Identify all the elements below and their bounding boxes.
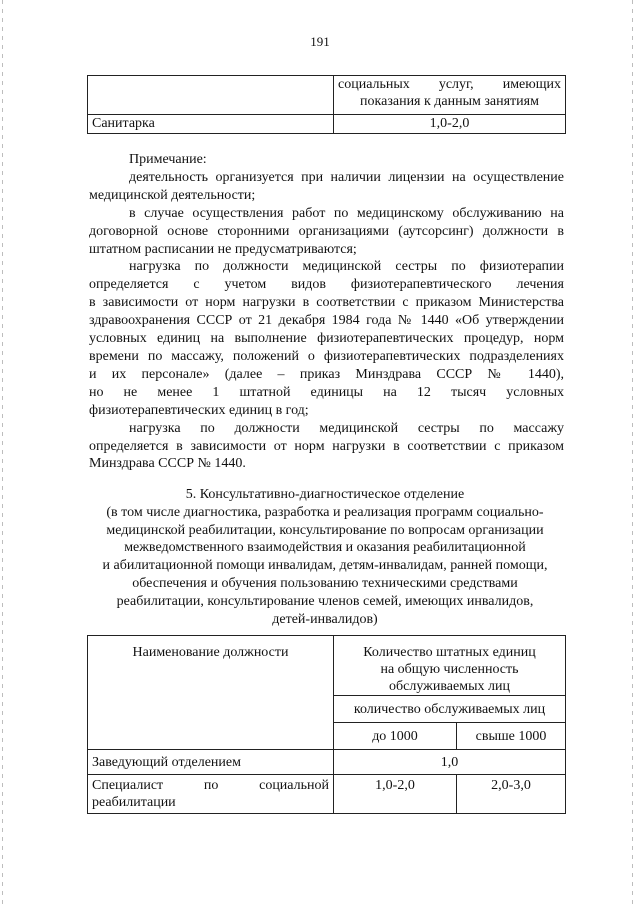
note-line: нагрузка по должности медицинской сестры по физиотерапии [129,259,564,275]
note-line: Минздрава СССР № 1440. [89,456,246,472]
section-subtitle-line: реабилитации, консультирование членов семей, имеющих инвалидов, [116,593,534,609]
notes-block [89,151,564,473]
header-over-1000: свыше 1000 [457,723,566,750]
table-cell [88,76,334,115]
position-value: 1,0-2,0 [334,115,566,134]
note-line: штатном расписании не предусматриваются; [89,241,357,257]
note-line: и их персонале» (далее – приказ Минздрава СССР № 1440), [89,366,564,382]
position-name: Санитарка [88,115,334,134]
section-heading [80,486,570,628]
cell-line: социальных услуг, имеющих [338,77,561,92]
table-row [88,750,566,775]
cell-line: реабилитации [92,795,176,810]
note-line: здравоохранения СССР от 21 декабря 1984 года № 1440 «Об утверждении [89,313,564,329]
section-subtitle-line: медицинской реабилитации, консультирование по вопросам организации [106,522,544,538]
table-header-row [88,636,566,696]
notes-heading: Примечание: [129,152,207,167]
position-value-upto: 1,0-2,0 [334,775,457,814]
header-line: обслуживаемых лиц [389,679,510,694]
header-line: Количество штатных единиц [363,645,536,660]
note-line: медицинской деятельности; [89,187,256,203]
table-row [88,115,566,134]
staff-table [87,635,566,814]
note-line: но не менее 1 штатной единицы на 12 тысяч условных [89,384,564,400]
table-row [88,76,566,115]
section-subtitle-line: межведомственного взаимодействия и оказания реабилитационной [124,540,526,556]
note-line: нагрузка по должности медицинской сестры по массажу [129,420,564,436]
cell-line: Специалист по социальной [92,778,329,793]
position-name: Заведующий отделением [88,750,334,775]
section-subtitle-line: обеспечения и обучения пользованию техническими средствами [132,575,518,591]
header-served-count: количество обслуживаемых лиц [334,696,566,723]
section-subtitle-line: детей-инвалидов) [272,611,378,627]
cell-line: показания к данным занятиям [360,94,539,109]
table-row [88,775,566,814]
staff-table-continued [87,75,566,134]
note-line: в случае осуществления работ по медицинскому обслуживанию на [129,205,564,221]
section-subtitle-line: (в том числе диагностика, разработка и реализация программ социально- [106,504,544,520]
position-name [88,775,334,814]
section-subtitle-line: и абилитационной помощи инвалидам, детям-инвалидам, ранней помощи, [102,558,548,574]
note-line: договорной основе сторонними организациями (аутсорсинг) должности в [89,223,564,239]
note-line: в зависимости от норм нагрузки в соответствии с приказом Министерства [89,295,564,311]
header-line: на общую численность [380,662,519,677]
position-value-over: 2,0-3,0 [457,775,566,814]
note-line: определяется в зависимости от норм нагрузки в соответствии с приказом [89,438,564,454]
note-line: времени по массажу, положений о физиотерапевтических подразделениях [89,348,564,364]
section-title: 5. Консультативно-диагностическое отделение [185,487,465,502]
note-line: деятельность организуется при наличии лицензии на осуществление [129,169,564,185]
left-edge-dots [2,0,3,905]
position-value: 1,0 [334,750,566,775]
right-edge-dots [632,0,633,905]
header-position-name: Наименование должности [88,636,334,750]
header-upto-1000: до 1000 [334,723,457,750]
table-cell [334,76,566,115]
header-quantity [334,636,566,696]
note-line: условных единиц на выполнение физиотерапевтических процедур, норм [89,331,564,347]
note-line: физиотерапевтических единиц в год; [89,402,309,418]
note-line: определяется с учетом видов физиотерапевтического лечения [89,277,564,293]
page-number: 191 [310,34,330,49]
